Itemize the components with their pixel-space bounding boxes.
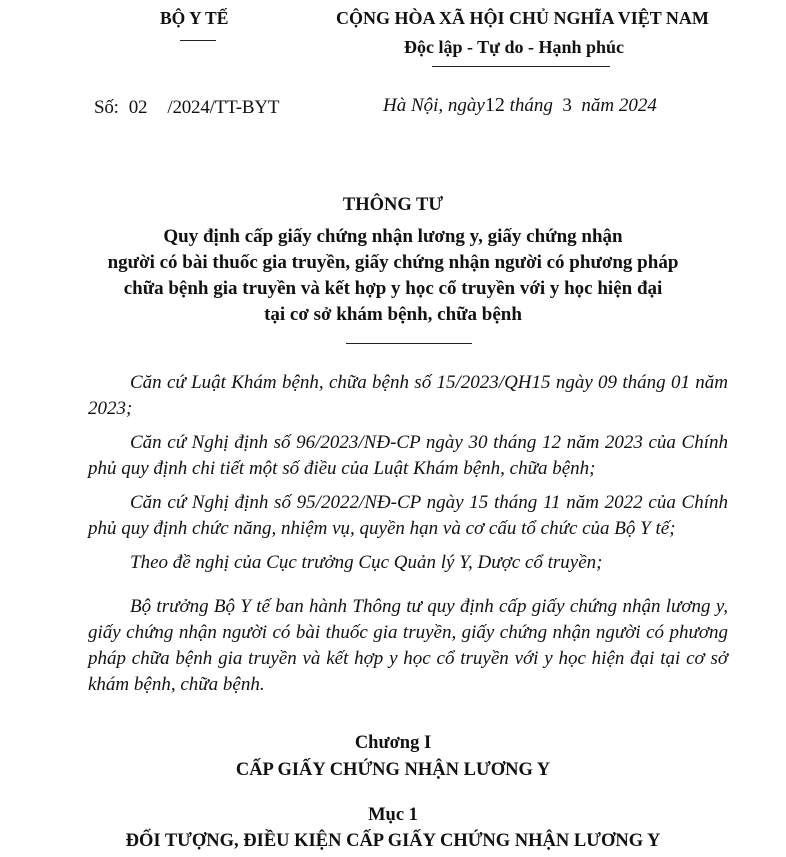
document-number bbox=[94, 97, 279, 119]
issue-date bbox=[383, 94, 657, 117]
date-prefix: Hà Nội, ngày bbox=[383, 95, 485, 116]
doc-number-label: Số: bbox=[94, 97, 119, 118]
doc-number-suffix: /2024/TT-BYT bbox=[167, 97, 280, 118]
agency-underline bbox=[180, 40, 216, 41]
preamble-paragraph: Căn cứ Nghị định số 95/2022/NĐ-CP ngày 15 tháng 11 năm 2022 của Chính phủ quy định chức năng, nhiệm vụ, quyền hạn và cơ cấu tổ chức của Bộ Y tế; bbox=[88, 492, 728, 539]
date-day: 12 bbox=[484, 94, 505, 116]
document-subject bbox=[0, 224, 786, 328]
preamble-paragraph: Căn cứ Nghị định số 96/2023/NĐ-CP ngày 30 tháng 12 năm 2023 của Chính phủ quy định chi tiết một số điều của Luật Khám bệnh, chữa bệnh; bbox=[88, 432, 728, 479]
issuing-agency: BỘ Y TẾ bbox=[160, 8, 229, 28]
document-type: THÔNG TƯ bbox=[342, 195, 444, 215]
preamble-paragraph: Theo đề nghị của Cục trưởng Cục Quản lý Y, Dược cổ truyền; bbox=[130, 552, 603, 573]
title-divider bbox=[346, 343, 472, 344]
section-label: Mục 1 bbox=[368, 805, 418, 825]
date-month-label: tháng bbox=[509, 95, 553, 116]
national-motto: Độc lập - Tự do - Hạnh phúc bbox=[404, 37, 625, 57]
preamble-paragraph: Bộ trưởng Bộ Y tế ban hành Thông tư quy định cấp giấy chứng nhận lương y, giấy chứng nhận người có bài thuốc gia truyền, giấy chứng nhận người có phương pháp chữa bệnh gia truyền và kết hợp y học cổ truyền với y học hiện đại tại cơ sở khám bệnh, chữa bệnh. bbox=[88, 596, 728, 695]
date-year: năm 2024 bbox=[581, 95, 657, 116]
doc-number-value: 02 bbox=[128, 97, 148, 118]
chapter-label: Chương I bbox=[354, 733, 432, 753]
subject-line: chữa bệnh gia truyền và kết hợp y học cổ truyền với y học hiện đại bbox=[123, 278, 663, 299]
date-month: 3 bbox=[562, 95, 572, 116]
chapter-title: CẤP GIẤY CHỨNG NHẬN LƯƠNG Y bbox=[235, 760, 551, 780]
motto-underline bbox=[432, 66, 610, 67]
preamble-paragraph: Căn cứ Luật Khám bệnh, chữa bệnh số 15/2023/QH15 ngày 09 tháng 01 năm 2023; bbox=[88, 372, 728, 419]
subject-line: Quy định cấp giấy chứng nhận lương y, giấy chứng nhận bbox=[163, 226, 623, 247]
section-title: ĐỐI TƯỢNG, ĐIỀU KIỆN CẤP GIẤY CHỨNG NHẬN LƯƠNG Y bbox=[125, 831, 661, 851]
subject-line: tại cơ sở khám bệnh, chữa bệnh bbox=[264, 304, 522, 325]
subject-line: người có bài thuốc gia truyền, giấy chứng nhận người có phương pháp bbox=[107, 252, 679, 273]
national-title: CỘNG HÒA XÃ HỘI CHỦ NGHĨA VIỆT NAM bbox=[336, 8, 709, 28]
